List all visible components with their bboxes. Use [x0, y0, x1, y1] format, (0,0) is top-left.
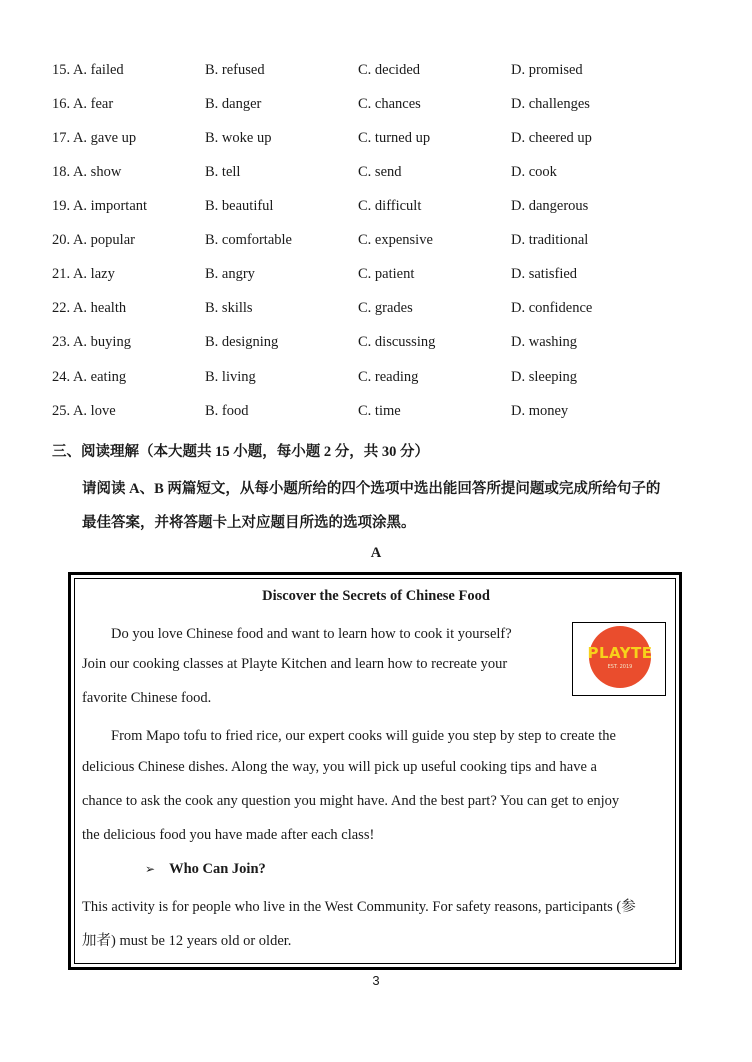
option-c: C. expensive	[358, 232, 433, 248]
ad-paragraph-line: Do you love Chinese food and want to learn how to cook it yourself?	[82, 626, 512, 642]
subheading-text: Who Can Join?	[169, 861, 266, 877]
ad-paragraph-line: Join our cooking classes at Playte Kitchen and learn how to recreate your	[82, 656, 508, 672]
option-a: 24. A. eating	[52, 369, 127, 385]
option-b: B. food	[205, 403, 249, 419]
ad-paragraph-line: From Mapo tofu to fried rice, our expert cooks will guide you step by step to create the	[82, 728, 616, 744]
logo-subtext: EST. 2019	[607, 664, 633, 670]
option-b: B. beautiful	[205, 198, 274, 214]
option-b: B. angry	[205, 266, 255, 282]
option-d: D. washing	[511, 334, 578, 350]
option-c: C. discussing	[358, 334, 436, 350]
question-row-25	[0, 403, 752, 423]
question-row-23	[0, 334, 752, 354]
option-c: C. chances	[358, 96, 421, 112]
option-b: B. comfortable	[205, 232, 292, 248]
question-row-21	[0, 266, 752, 286]
option-d: D. challenges	[511, 96, 590, 112]
logo-frame	[572, 622, 666, 696]
ad-paragraph-line: delicious Chinese dishes. Along the way, you will pick up useful cooking tips and have a	[82, 759, 597, 775]
join-paragraph-line: 加者) must be 12 years old or older.	[82, 933, 292, 949]
question-row-15	[0, 62, 752, 82]
question-row-19	[0, 198, 752, 218]
question-row-20	[0, 232, 752, 252]
question-row-17	[0, 130, 752, 150]
option-d: D. promised	[511, 62, 583, 78]
option-d: D. confidence	[511, 300, 593, 316]
option-c: C. decided	[358, 62, 421, 78]
option-c: C. grades	[358, 300, 413, 316]
option-d: D. cook	[511, 164, 557, 180]
option-a: 16. A. fear	[52, 96, 114, 112]
option-c: C. turned up	[358, 130, 431, 146]
option-a: 21. A. lazy	[52, 266, 115, 282]
option-d: D. sleeping	[511, 369, 578, 385]
arrow-bullet-icon: ➢	[145, 862, 156, 876]
option-d: D. traditional	[511, 232, 589, 248]
option-b: B. living	[205, 369, 256, 385]
option-c: C. difficult	[358, 198, 422, 214]
option-a: 18. A. show	[52, 164, 122, 180]
option-a: 25. A. love	[52, 403, 116, 419]
option-c: C. reading	[358, 369, 419, 385]
logo-text: PLAYTE	[587, 644, 653, 662]
option-a: 23. A. buying	[52, 334, 131, 350]
option-d: D. dangerous	[511, 198, 589, 214]
option-c: C. send	[358, 164, 402, 180]
instruction-line-1: 请阅读 A、B 两篇短文，从每小题所给的四个选项中选出能回答所提问题或完成所给句子的	[82, 481, 661, 497]
option-a: 17. A. gave up	[52, 130, 137, 146]
who-can-join-heading	[145, 861, 266, 878]
playte-logo	[589, 626, 651, 688]
section-heading: 三、阅读理解（本大题共 15 小题，每小题 2 分，共 30 分）	[52, 444, 429, 460]
option-d: D. satisfied	[511, 266, 578, 282]
ad-paragraph-line: the delicious food you have made after each class!	[82, 827, 375, 843]
ad-paragraph-line: favorite Chinese food.	[82, 690, 212, 706]
question-row-16	[0, 96, 752, 116]
option-a: 15. A. failed	[52, 62, 124, 78]
join-paragraph-line: This activity is for people who live in the West Community. For safety reasons, participants (参	[82, 899, 636, 915]
option-d: D. money	[511, 403, 569, 419]
option-a: 22. A. health	[52, 300, 127, 316]
page-number: 3	[372, 973, 380, 988]
instruction-line-2: 最佳答案，并将答题卡上对应题目所选的选项涂黑。	[82, 515, 416, 531]
question-row-22	[0, 300, 752, 320]
option-c: C. time	[358, 403, 401, 419]
question-row-18	[0, 164, 752, 184]
option-c: C. patient	[358, 266, 415, 282]
option-b: B. danger	[205, 96, 262, 112]
part-label: A	[370, 545, 382, 561]
option-b: B. skills	[205, 300, 253, 316]
option-a: 19. A. important	[52, 198, 148, 214]
option-a: 20. A. popular	[52, 232, 135, 248]
ad-title: Discover the Secrets of Chinese Food	[262, 588, 490, 604]
option-b: B. woke up	[205, 130, 272, 146]
option-b: B. tell	[205, 164, 241, 180]
option-b: B. refused	[205, 62, 265, 78]
option-b: B. designing	[205, 334, 279, 350]
ad-paragraph-line: chance to ask the cook any question you might have. And the best part? You can get to enjoy	[82, 793, 620, 809]
option-d: D. cheered up	[511, 130, 592, 146]
question-row-24	[0, 369, 752, 389]
